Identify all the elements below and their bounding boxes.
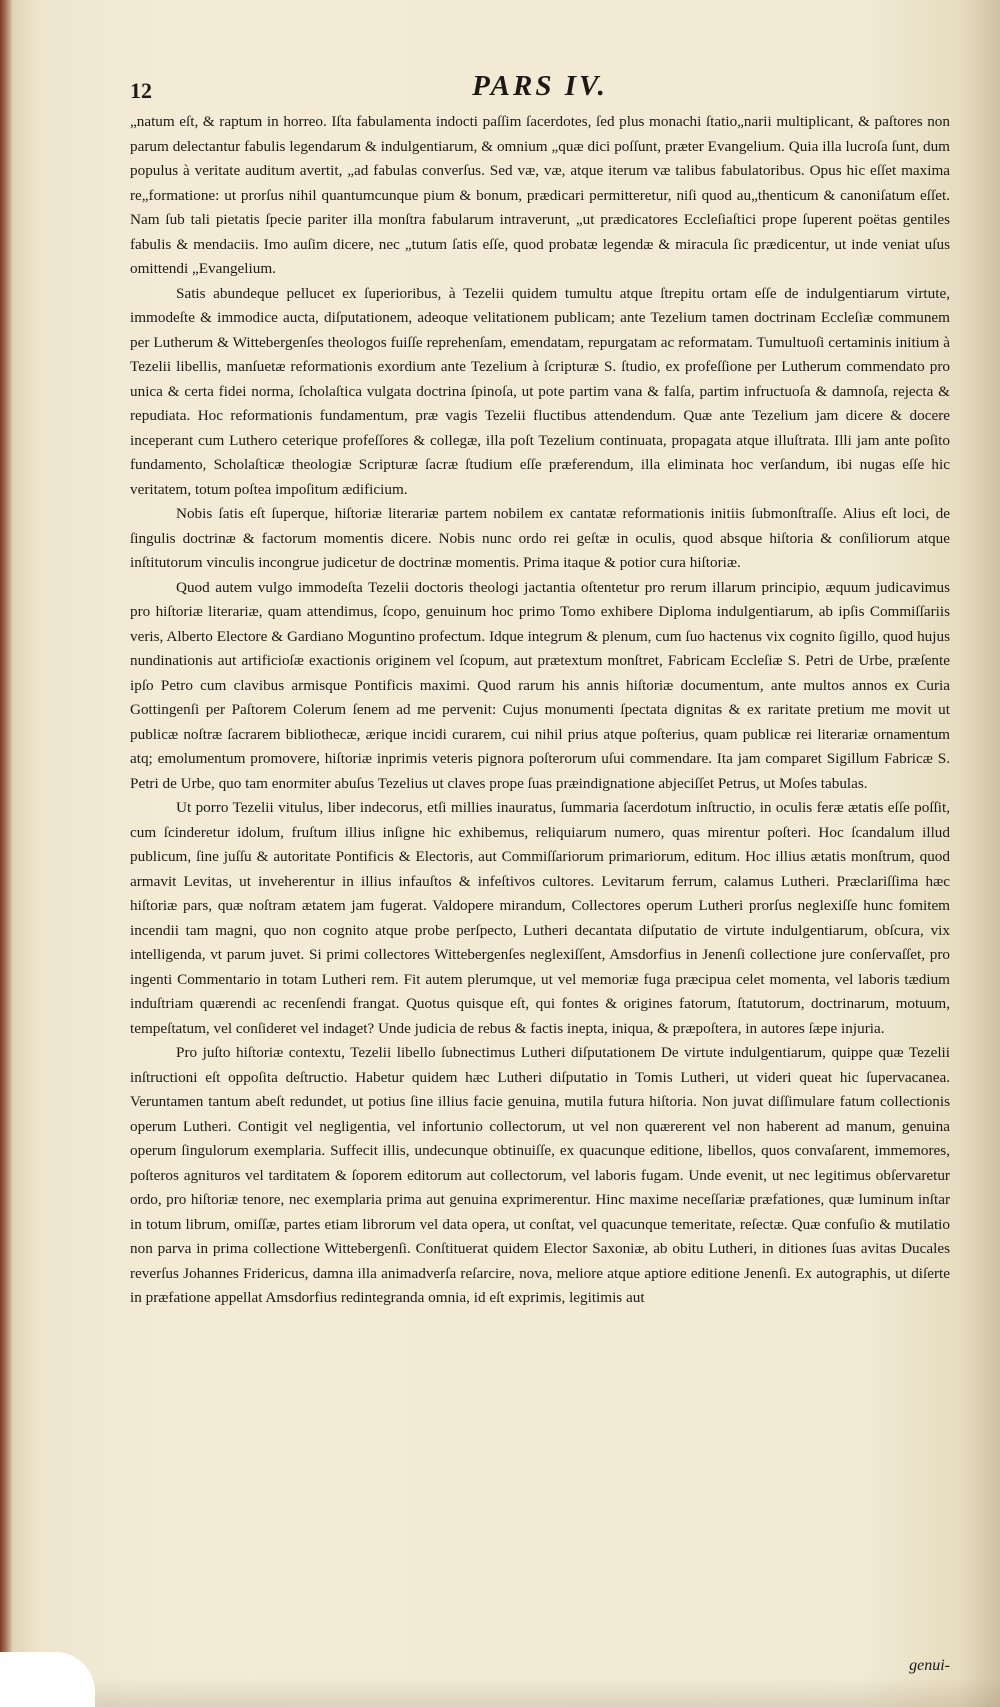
paragraph: Satis abundeque pellucet ex ſuperioribus, à Tezelii quidem tumultu atque ſtrepitu ortam eſſe de indulgentiarum virtute, immodeſte & immodice aucta, diſputationem, adeoque velitationem publicam; ante Tezelium tamen doctrinam Eccleſiæ communem per Lutherum & Wittebergenſes theologos fuiſſe reprehenſam, emendatam, repurgatam ac reformatam. Tumultuoſi certaminis initium à Tezelii libellis, manſuetæ reformationis exordium ante Tezelium à ſcripturæ S. ſtudio, ex profeſſione per Lutherum commendato pro unica & certa fidei norma, ſcholaſtica vulgata doctrina ſpinoſa, ut pote partim vana & falſa, partim infructuoſa & damnoſa, rejecta & repudiata. Hoc reformationis fundamentum, præ vagis Tezelii fluctibus attendendum. Quæ ante Tezelium jam dicere & docere inceperant cum Luthero ceterique profeſſores & collegæ, illa poſt Tezelium continuata, propagata atque illuſtrata. Illi jam ante poſito fundamento, Scholaſticæ theologiæ Scripturæ ſacræ ſtudium eſſe præferendum, illa eliminata hoc verſandum, ibi nugas eſſe hic veritatem, totum poſtea impoſitum ædificium.	[130, 284, 950, 498]
paragraph-quote: „natum eſt, & raptum in horreo. Iſta fabulamenta indocti paſſim ſacerdotes, ſed plus monachi ſtatio„narii multiplicant, & paſtores non parum delectantur fabulis legendarum & indulgentiarum, & omnium „quæ dici poſſunt, præter Evangelium. Quia illa lucroſa ſunt, dum populus à veritate auditum avertit, „ad fabulas converſus. Sed væ, væ, atque iterum væ talibus fabulatoribus. Opus hic eſſet maxima re„formatione: ut prorſus nihil quantumcunque pium & bonum, prædicari permitteretur, niſi quod au„thenticum & canoniſatum eſſet. Nam ſub tali pietatis ſpecie pariter illa monſtra fabularum intraverunt, „ut prædicatores Eccleſiaſtici prope ſuperent poëtas gentiles fabulis & mendaciis. Imo auſim dicere, nec „tutum ſatis eſſe, quod probatæ legendæ & miracula ſic prædicentur, ut inde veniat uſus omittendi „Evangelium.	[130, 113, 950, 277]
page-header	[130, 70, 950, 110]
page-edge	[0, 0, 12, 1707]
paragraph: Pro juſto hiſtoriæ contextu, Tezelii libello ſubnectimus Lutheri diſputationem De virtute indulgentiarum, quippe quæ Tezelii inſtructioni eſt oppoſita deſtructio. Habetur quidem hæc Lutheri diſputatio in Tomis Lutheri, ut videri queat hic ſupervacanea. Veruntamen tantum abeſt redundet, ut potius ſine illius facie genuina, mutila futura hiſtoria. Non juvat diſſimulare fatum collectionis operum Lutheri. Contigit vel negligentia, vel infortunio collectorum, ut vel non quærerent vel non haberent ad manum, genuina operum ſingulorum exemplaria. Suffecit illis, undecunque obtinuiſſe, ex quacunque editione, libellos, quos convaſarent, immemores, poſteros agnituros vel tarditatem & ſoporem editorum aut collectorum, vel laboris fugam. Unde evenit, ut nec legitimus obſervaretur ordo, pro hiſtoriæ tenore, nec exemplaria prima aut genuina exprimerentur. Hinc maxime neceſſariæ præfationes, quæ luminum inſtar in totum librum, omiſſæ, partes etiam librorum vel data opera, ut conſtat, vel quacunque temeritate, reſectæ. Quæ confuſio & mutilatio non parva in prima collectione Wittebergenſi. Conſtituerat quidem Elector Saxoniæ, ab obitu Lutheri, in ditiones ſuas avitas Ducales reverſus Johannes Fridericus, damna illa animadverſa reſarcire, nova, meliore atque aptiore editione Jenenſi. Ex autographis, ut diſerte in præfatione appellat Amsdorfius redintegranda omnia, id eſt exprimis, legitimis aut	[130, 1044, 950, 1306]
body-text	[130, 110, 950, 1311]
page-shadow	[0, 1677, 1000, 1707]
running-title: PARS IV.	[472, 70, 608, 102]
paragraph: Ut porro Tezelii vitulus, liber indecorus, etſi millies inauratus, ſummaria ſacerdotum inſtructio, in oculis feræ ætatis eſſe poſſit, cum ſcinderetur idolum, fruſtum illius inſigne hic exhibemus, reliquiarum numero, quas mirentur poſteri. Hoc ſcandalum illud publicum, ſine juſſu & autoritate Pontificis & Electoris, aut Commiſſariorum primariorum, editum. Hoc illius ætatis monſtrum, quod armavit Levitas, ut inveherentur in illius infauſtos & infeſtivos cultores. Levitarum ferrum, calamus Lutheri. Præclariſſima hæc hiſtoriæ pars, quæ noſtram ætatem jam fugerat. Valdopere mirandum, Collectores operum Lutheri prorſus neglexiſſe hunc fomitem incendii tam magni, quo non cognito atque probe perſpecto, Lutheri decantata diſputatio de virtute indulgentiarum, obſcura, vix intelligenda, vt parum juvet. Si primi collectores Wittebergenſes neglexiſſent, Amsdorfius in Jenenſi collectione jure conſervaſſet, pro ingenti Commentario in totam Lutheri rem. Fit autem plerumque, ut vel memoriæ fuga præcipua celet momenta, vel laboris tædium induſtriam quærendi ac recenſendi frangat. Quotus quisque eſt, qui fontes & origines fatorum, ſtatutorum, doctrinarum, motuum, tempeſtatum, vel conſideret vel indaget? Unde judicia de rebus & factis inepta, iniqua, & præpoſtera, in autores ſæpe injuria.	[130, 799, 950, 1037]
page-number: 12	[130, 78, 152, 103]
paragraph: Quod autem vulgo immodeſta Tezelii doctoris theologi jactantia oſtentetur pro rerum illarum principio, æquum judicavimus pro hiſtoriæ literariæ, quam attendimus, ſcopo, genuinum hoc primo Tomo exhibere Diploma indulgentiarum, ab ipſis Commiſſariis veris, Alberto Electore & Gardiano Moguntino profectum. Idque integrum & plenum, cum ſuo hactenus vix cognito ſigillo, quod hujus nundinationis aut artificioſæ exactionis originem vel ſcopum, aut prætextum monſtret, Fabricam Eccleſiæ S. Petri de Urbe, præſente ipſo Petro cum clavibus armisque Pontificis maximi. Quod rarum his annis hiſtoriæ documentum, ante multos annos ex Curia Gottingenſi per Paſtorem Colerum ſenem ad me pervenit: Cujus monumenti ſpectata dignitas & ex raritate pretium me movit ut publicæ noſtræ ſacrarem bibliothecæ, ærique incidi curarem, cui nihil prius atque poſterius, quam publicæ rei literariæ ornamentum atq; emolumentum promovere, hiſtoriæ inprimis veteris pignora poſterorum uſui commendare. Ita jam comparet Sigillum Fabricæ S. Petri de Urbe, quo tam enormiter abuſus Tezelius ut claves prope ſuas præindignatione abjeciſſet Petrus, ut Moſes tabulas.	[130, 578, 950, 792]
paragraph: Nobis ſatis eſt ſuperque, hiſtoriæ literariæ partem nobilem ex cantatæ reformationis initiis ſubmonſtraſſe. Alius eſt loci, de ſingulis doctrinæ & factorum momentis dicere. Nobis nunc ordo rei geſtæ in oculis, quod absque hiſtoria & conſiliorum atque inſtitutorum vinculis incongrue judicetur de doctrinæ momentis. Prima itaque & potior cura hiſtoriæ.	[130, 505, 950, 571]
page-corner	[0, 1652, 95, 1707]
catchword: genui-	[909, 1657, 950, 1674]
